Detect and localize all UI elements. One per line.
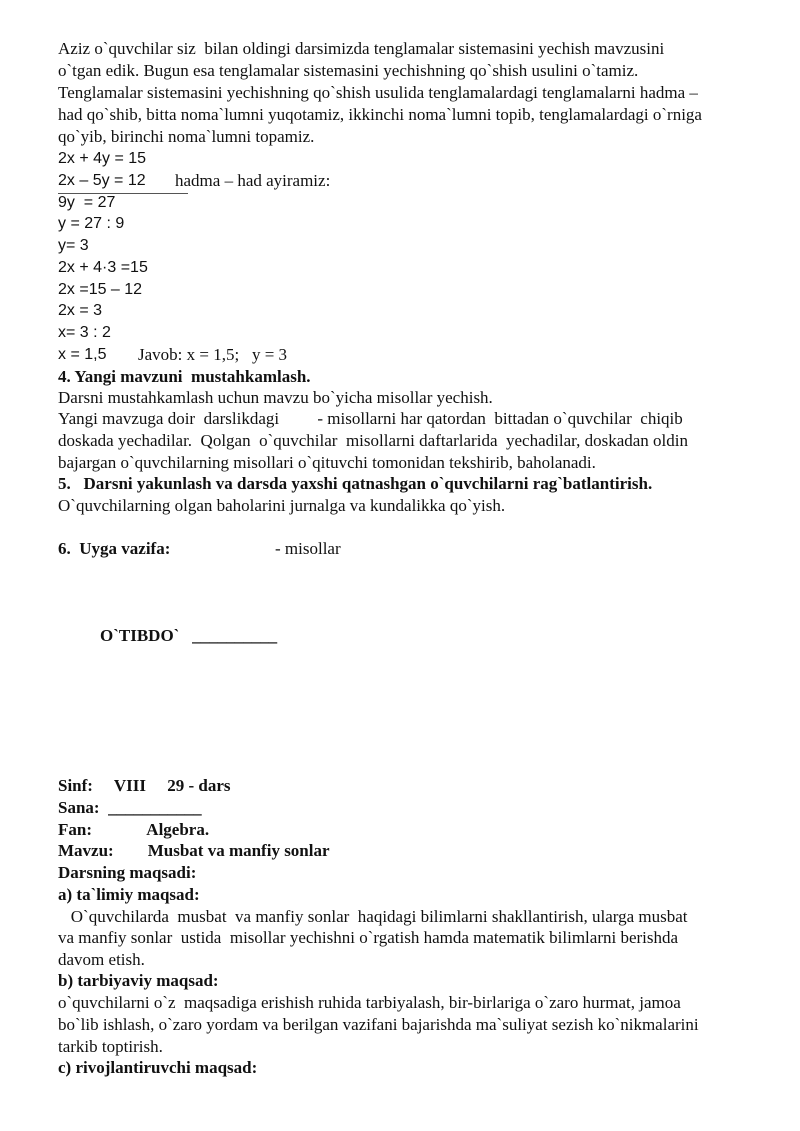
section-5-heading: 5. Darsni yakunlash va darsda yaxshi qatnashgan o`quvchilarni rag`batlantirish. bbox=[58, 474, 653, 493]
class-info: Sinf: VIII 29 - dars bbox=[58, 776, 231, 795]
intro-line: qo`yib, birinchi noma`lumni topamiz. bbox=[58, 127, 315, 146]
goal-c-heading: c) rivojlantiruvchi maqsad: bbox=[58, 1058, 258, 1077]
subject: Fan: Algebra. bbox=[58, 820, 210, 839]
equation-1: 2x + 4y = 15 bbox=[58, 150, 147, 167]
section-4-text: Darsni mustahkamlash uchun mavzu bo`yicha misollar yechish. bbox=[58, 388, 493, 407]
solution-step: 2x + 4·3 =15 bbox=[58, 259, 148, 276]
subtract-note: hadma – had ayiramiz: bbox=[175, 171, 331, 190]
equation-2: 2x – 5y = 12 bbox=[58, 172, 146, 189]
section-4-heading: 4. Yangi mavzuni mustahkamlash. bbox=[58, 367, 311, 386]
date-field: Sana: ___________ bbox=[58, 798, 202, 817]
goal-a-text: va manfiy sonlar ustida misollar yechishni o`rgatish hamda matematik bilimlarni berishda bbox=[58, 928, 679, 947]
goal-b-text: bo`lib ishlash, o`zaro yordam va berilgan vazifani bajarishda ma`suliyat sezish ko`nikmalarini bbox=[58, 1015, 699, 1034]
solution-step: 9y = 27 bbox=[58, 194, 116, 211]
answer: Javob: x = 1,5; y = 3 bbox=[138, 345, 288, 364]
solution-step: y = 27 : 9 bbox=[58, 215, 125, 232]
intro-line: o`tgan edik. Bugun esa tenglamalar sistemasini yechishning qo`shish usulini o`tamiz. bbox=[58, 61, 639, 80]
approval-line: O`TIBDO` __________ bbox=[100, 626, 278, 645]
intro-line: Aziz o`quvchilar siz bilan oldingi darsimizda tenglamalar sistemasini yechish mavzusini bbox=[58, 39, 665, 58]
goal-a-heading: a) ta`limiy maqsad: bbox=[58, 885, 200, 904]
intro-line: had qo`shib, bitta noma`lumni yuqotamiz, ikkinchi noma`lumni topib, tenglamalardagi o`rniga bbox=[58, 105, 702, 124]
homework-heading: 6. Uyga vazifa: bbox=[58, 539, 171, 558]
section-4-text: bajargan o`quvchilarning misollari o`qituvchi tomonidan tekshirib, baholanadi. bbox=[58, 453, 596, 472]
topic: Mavzu: Musbat va manfiy sonlar bbox=[58, 841, 330, 860]
intro-line: Tenglamalar sistemasini yechishning qo`shish usulida tenglamalardagi tenglamalarni hadma – bbox=[58, 83, 698, 102]
solution-step: x = 1,5 bbox=[58, 346, 107, 363]
section-4-text: doskada yechadilar. Qolgan o`quvchilar misollarni daftarlarida yechadilar, doskadan oldin bbox=[58, 431, 688, 450]
solution-step: 2x =15 – 12 bbox=[58, 281, 143, 298]
homework-text: - misollar bbox=[275, 539, 341, 558]
goal-a-text: O`quvchilarda musbat va manfiy sonlar haqidagi bilimlarni shakllantirish, ularga musbat bbox=[58, 907, 688, 926]
section-5-text: O`quvchilarning olgan baholarini jurnalga va kundalikka qo`yish. bbox=[58, 496, 506, 515]
solution-step: 2x = 3 bbox=[58, 302, 103, 319]
solution-step: y= 3 bbox=[58, 237, 89, 254]
section-4-text: Yangi mavzuga doir darslikdagi - misollarni har qatordan bittadan o`quvchilar chiqib bbox=[58, 409, 683, 428]
goal-b-text: tarkib toptirish. bbox=[58, 1037, 163, 1056]
solution-step: x= 3 : 2 bbox=[58, 324, 111, 341]
goal-b-heading: b) tarbiyaviy maqsad: bbox=[58, 971, 219, 990]
goal-b-text: o`quvchilarni o`z maqsadiga erishish ruhida tarbiyalash, bir-birlariga o`zaro hurmat, jamoa bbox=[58, 993, 681, 1012]
goals-heading: Darsning maqsadi: bbox=[58, 863, 197, 882]
goal-a-text: davom etish. bbox=[58, 950, 145, 969]
